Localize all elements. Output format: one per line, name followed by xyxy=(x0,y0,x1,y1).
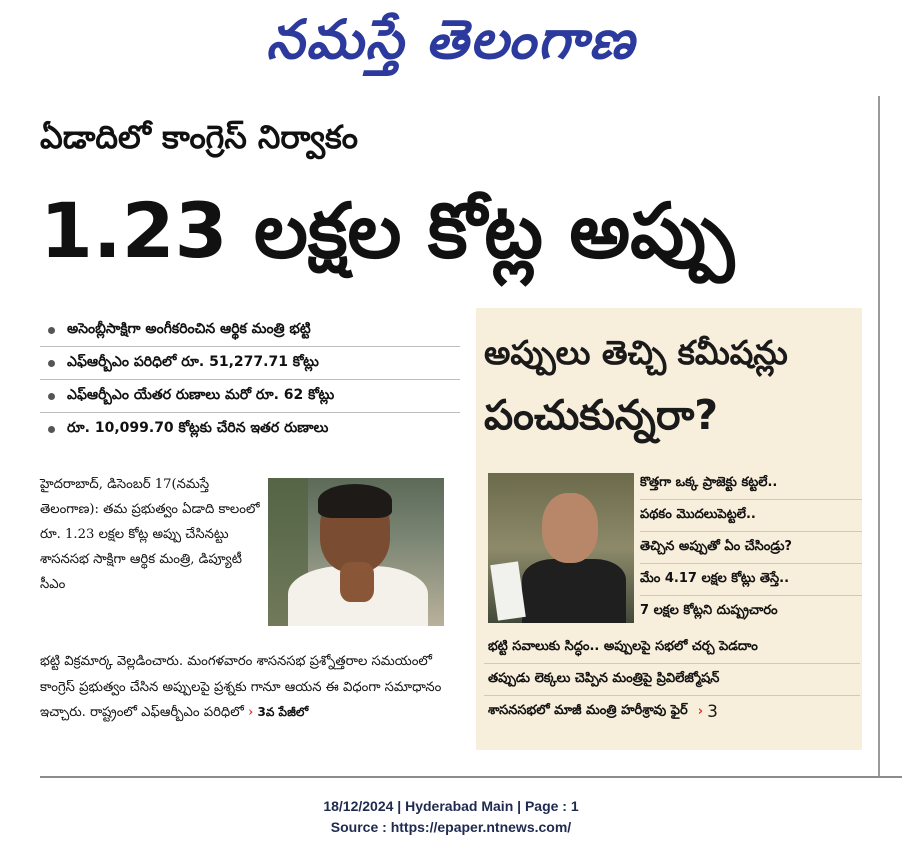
column-rule xyxy=(878,96,880,776)
article-body-wide-text: భట్టి విక్రమార్క వెల్లడించారు. మంగళవారం శాసనసభ ప్రశ్నోత్తరాల సమయంలో కాంగ్రెస్ ప్రభుత్వం చేసిన అప్పులపై ప్రశ్నకు గానూ ఆయన ఈ విధంగా సమాధానం ఇచ్చారు. రాష్ట్రంలో ఎఫ్ఆర్బీఎం పరిధిలో xyxy=(40,654,442,720)
sidebar-point-text: శాసనసభలో మాజీ మంత్రి హరీశ్రావు ఫైర్ xyxy=(488,702,688,718)
continued-link[interactable]: 3వ పేజీలో xyxy=(257,705,309,719)
bullet-dot-icon xyxy=(48,393,55,400)
newspaper-masthead: నమస్తే తెలంగాణ xyxy=(266,7,636,71)
bullet-dot-icon xyxy=(48,327,55,334)
photo-body xyxy=(522,559,626,623)
highlight-item xyxy=(40,380,460,413)
page-ref-arrow-icon: › xyxy=(697,704,704,719)
sidebar-points xyxy=(640,468,862,627)
highlight-text: ఎఫ్ఆర్బీఎం యేతర రుణాలు మరో రూ. 62 కోట్లు xyxy=(67,386,335,403)
bullet-dot-icon xyxy=(48,426,55,433)
footer-edition-info: 18/12/2024 | Hyderabad Main | Page : 1 xyxy=(323,798,579,814)
sidebar-point: భట్టి సవాలుకు సిద్ధం.. అప్పులపై సభలో చర్చ పెడదాం xyxy=(484,632,860,664)
bottom-rule xyxy=(40,776,902,778)
highlight-text: ఎఫ్ఆర్బీఎం పరిధిలో రూ. 51,277.71 కోట్లు xyxy=(67,353,319,370)
article-body-narrow: హైదరాబాద్, డిసెంబర్ 17(నమస్తే తెలంగాణ): తమ ప్రభుత్వం ఏడాది కాలంలో రూ. 1.23 లక్షల కోట్ల అప్పు చేసినట్టు శాసనసభ సాక్షిగా ఆర్థిక మంత్రి, డిప్యూటీ సీఎం xyxy=(40,477,260,592)
sidebar-headline-line2: పంచుకున్నరా? xyxy=(484,391,719,439)
photo-hair xyxy=(318,484,392,518)
footer-source: Source : https://epaper.ntnews.com/ xyxy=(330,819,572,835)
photo-face xyxy=(542,493,598,563)
harish-rao-photo xyxy=(488,473,634,623)
sidebar-headline xyxy=(484,322,860,472)
highlight-text: రూ. 10,099.70 కోట్లకు చేరిన ఇతర రుణాలు xyxy=(67,419,329,436)
page-ref-number[interactable]: 3 xyxy=(707,701,718,722)
sidebar-point: తెచ్చిన అప్పుతో ఏం చేసిండ్రు? xyxy=(640,532,862,564)
sidebar-point: తప్పుడు లెక్కలు చెప్పిన మంత్రిపై ప్రివిలేజ్మోషన్ xyxy=(484,664,860,696)
sidebar-point: 7 లక్షల కోట్లని దుష్ప్రచారం xyxy=(640,602,778,618)
article-body-wide xyxy=(40,649,470,726)
highlight-item xyxy=(40,314,460,347)
bullet-dot-icon xyxy=(48,360,55,367)
highlight-item xyxy=(40,413,460,445)
highlight-item xyxy=(40,347,460,380)
bhatti-photo xyxy=(268,478,444,626)
sidebar-point: పథకం మొదలుపెట్టలే.. xyxy=(640,500,862,532)
sidebar-point: కొత్తగా ఒక్క ప్రాజెక్టు కట్టలే.. xyxy=(640,468,862,500)
continued-arrow-icon: › xyxy=(248,705,254,720)
headline-kicker: ఏడాదిలో కాంగ్రెస్ నిర్వాకం xyxy=(40,118,358,156)
photo-folded-hands xyxy=(340,562,374,602)
highlight-text: అసెంబ్లీసాక్షిగా అంగీకరించిన ఆర్థిక మంత్రి భట్టి xyxy=(67,320,311,337)
sidebar-wide-points xyxy=(484,632,860,727)
sidebar-headline-line1: అప్పులు తెచ్చి కమీషన్లు xyxy=(484,333,788,372)
main-headline: 1.23 లక్షల కోట్ల అప్పు xyxy=(40,186,735,275)
sidebar-point: మేం 4.17 లక్షల కోట్లు తెస్తే.. xyxy=(640,564,862,596)
sidebar-point xyxy=(484,696,860,727)
photo-document xyxy=(490,561,526,620)
highlights-list xyxy=(40,314,460,445)
